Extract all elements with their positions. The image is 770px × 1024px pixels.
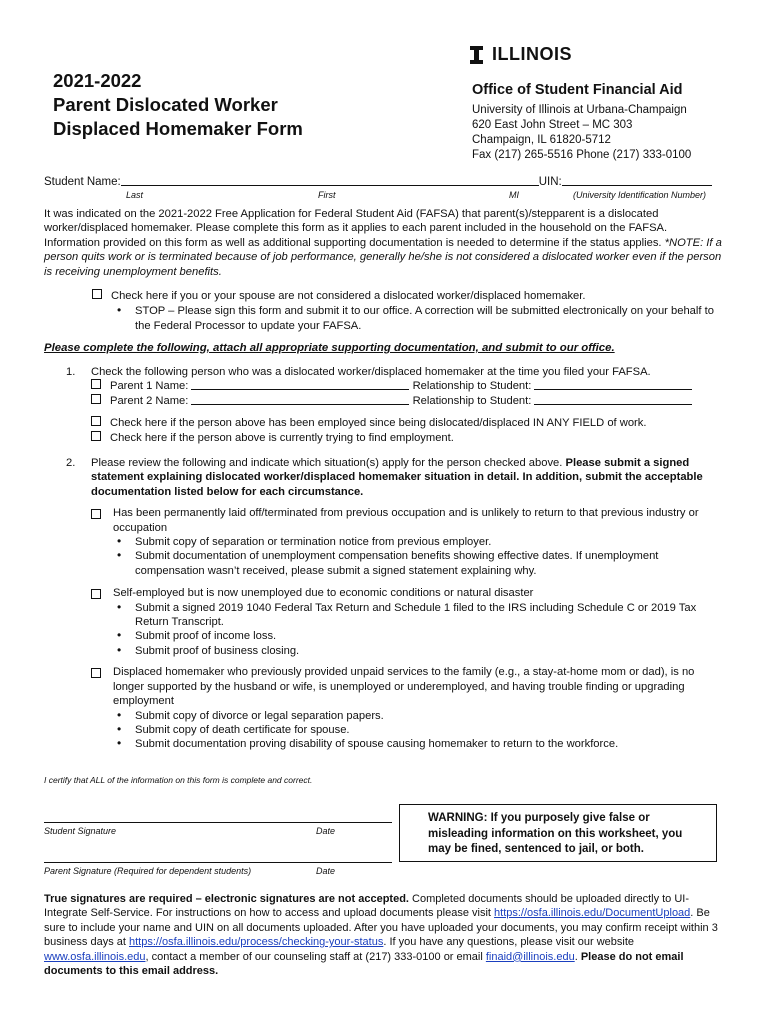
relationship-1-field[interactable] xyxy=(534,379,692,390)
email-link[interactable]: finaid@illinois.edu xyxy=(485,950,575,963)
intro-note: *NOTE: If a person quits work or is terminated because of job performance, generally he/she is not considered a dislocated worker even if the person is receiving unemployment benefits. xyxy=(44,236,722,278)
section-1 xyxy=(66,365,726,445)
office-contact: Fax (217) 265-5516 Phone (217) 333-0100 xyxy=(472,149,692,161)
relationship-1-label: Relationship to Student: xyxy=(412,380,532,393)
not-dislocated-checkbox[interactable] xyxy=(92,289,102,299)
section-1-number: 1. xyxy=(66,366,76,378)
office-name: Office of Student Financial Aid xyxy=(472,82,683,98)
section-2-bold-text: Please submit a signed statement explaining dislocated worker/displaced homemaker situation in detail. In addition, submit the acceptable documentation listed below for each circumstance. xyxy=(91,457,703,498)
stop-bullet: • STOP – Please sign this form and submit it to our office. A correction will be submitted electronically on your behalf to the Federal Processor to update your FAFSA. xyxy=(113,304,724,333)
documentation-item: • Submit proof of business closing. xyxy=(113,644,726,658)
office-address xyxy=(472,82,691,163)
not-dislocated-label: Check here if you or your spouse are not considered a dislocated worker/displaced homemaker. xyxy=(111,290,586,302)
footer-text xyxy=(44,892,724,978)
footer-text-5: . xyxy=(574,950,581,963)
documentation-item: • Submit a signed 2019 1040 Federal Tax Return and Schedule 1 filed to the IRS including Schedule C or 2019 Tax Return Transcript. xyxy=(113,601,726,630)
logo-text: ILLINOIS xyxy=(492,44,572,64)
uin-label: UIN: xyxy=(538,176,562,188)
intro-paragraph xyxy=(44,207,724,279)
documentation-item: • Submit documentation of unemployment compensation benefits showing effective dates. If unemployment compensation wasn’t received, please submit a signed statement explaining why. xyxy=(113,549,726,578)
instructions-heading: Please complete the following, attach all appropriate supporting documentation, and submit to our office. xyxy=(44,342,615,354)
title-line-3: Displaced Homemaker Form xyxy=(53,118,303,139)
situation-checkbox[interactable] xyxy=(91,589,101,599)
documentation-item: • Submit copy of death certificate for spouse. xyxy=(113,723,726,737)
situation-label: Has been permanently laid off/terminated from previous occupation and is unlikely to return to that previous industry or occupation xyxy=(113,507,699,534)
section-2-number: 2. xyxy=(66,457,76,469)
university-logo xyxy=(470,44,572,65)
form-title xyxy=(53,69,303,141)
trying-label: Check here if the person above is currently trying to find employment. xyxy=(110,431,454,444)
situation-block xyxy=(91,586,726,658)
student-signature-line[interactable] xyxy=(44,822,392,823)
documentation-item: • Submit documentation proving disability of spouse causing homemaker to return to the workforce. xyxy=(113,737,726,751)
situation-checkbox[interactable] xyxy=(91,668,101,678)
section-2-text: Please review the following and indicate which situation(s) apply for the person checked above. xyxy=(91,457,566,469)
relationship-2-label: Relationship to Student: xyxy=(412,394,532,407)
not-dislocated-block xyxy=(92,289,724,333)
parent-1-row xyxy=(66,379,726,393)
situation-block xyxy=(91,665,726,751)
student-signature-caption: Student Signature xyxy=(44,826,117,836)
uin-caption: (University Identification Number) xyxy=(573,190,707,200)
certify-statement: I certify that ALL of the information on this form is complete and correct. xyxy=(44,775,313,785)
intro-text: It was indicated on the 2021-2022 Free Application for Federal Student Aid (FAFSA) that parent(s)/stepparent is a dislocated worker/displaced homemaker. Please complete this form as it applies to each parent included in the household on the FAFSA. Information provided on this form as well as additional supporting documentation is needed to determine if the status applies. xyxy=(44,208,668,249)
parent-1-name-field[interactable] xyxy=(191,379,409,390)
parent-2-name-field[interactable] xyxy=(191,394,409,405)
parent-1-label: Parent 1 Name: xyxy=(110,380,189,393)
footer-bold-2: Please do not email documents to this email address. xyxy=(44,950,684,978)
checking-status-link[interactable]: https://osfa.illinois.edu/process/checking-your-status xyxy=(129,936,384,949)
first-caption: First xyxy=(318,190,336,200)
warning-box: WARNING: If you purposely give false or misleading information on this worksheet, you may be fined, sentenced to jail, or both. xyxy=(399,804,717,862)
section-1-text: Check the following person who was a dislocated worker/displaced homemaker at the time you filed your FAFSA. xyxy=(91,366,651,378)
office-line: 620 East John Street – MC 303 xyxy=(472,119,633,131)
title-line-2: Parent Dislocated Worker xyxy=(53,94,278,115)
situations-list xyxy=(66,506,726,752)
document-upload-link[interactable]: https://osfa.illinois.edu/DocumentUpload xyxy=(494,907,691,920)
employed-checkbox[interactable] xyxy=(91,416,101,426)
block-i-icon xyxy=(470,46,483,64)
trying-checkbox[interactable] xyxy=(91,431,101,441)
parent-signature-line[interactable] xyxy=(44,862,392,863)
documentation-item: • Submit copy of separation or termination notice from previous employer. xyxy=(113,535,726,549)
last-caption: Last xyxy=(126,190,144,200)
section-2 xyxy=(66,456,726,759)
student-name-label: Student Name: xyxy=(44,176,121,188)
uin-field[interactable] xyxy=(562,175,712,186)
employed-label: Check here if the person above has been employed since being dislocated/displaced IN ANY FIELD of work. xyxy=(110,417,647,430)
parent-2-label: Parent 2 Name: xyxy=(110,394,189,407)
documentation-item: • Submit proof of income loss. xyxy=(113,629,726,643)
situation-block xyxy=(91,506,726,578)
office-line: Champaign, IL 61820-5712 xyxy=(472,134,611,146)
relationship-2-field[interactable] xyxy=(534,394,692,405)
website-link[interactable]: www.osfa.illinois.edu xyxy=(44,950,146,963)
footer-text-4: , contact a member of our counseling staff at (217) 333-0100 or email xyxy=(145,950,486,963)
parent-signature-caption: Parent Signature (Required for dependent students) xyxy=(44,866,252,876)
footer-text-3: . If you have any questions, please visit our website xyxy=(383,936,635,949)
office-line: University of Illinois at Urbana-Champaign xyxy=(472,104,687,116)
mi-caption: MI xyxy=(509,190,519,200)
footer-text-2: . Be sure to include your name and UIN on all documents uploaded. After you have uploaded your documents, you may confirm receipt within 3 business days at xyxy=(44,907,718,949)
title-year: 2021-2022 xyxy=(53,70,142,91)
parent-1-checkbox[interactable] xyxy=(91,379,101,389)
footer-bold-1: True signatures are required – electronic signatures are not accepted. xyxy=(44,893,409,905)
parent-2-row xyxy=(66,394,726,408)
situation-label: Displaced homemaker who previously provided unpaid services to the family (e.g., a stay-at-home mom or dad), is no longer supported by the husband or wife, is unemployed or underemployed, and having trouble finding or upgrading employment xyxy=(113,666,695,708)
parent-date-caption: Date xyxy=(316,866,336,876)
student-name-field[interactable] xyxy=(121,175,539,186)
situation-label: Self-employed but is now unemployed due to economic conditions or natural disaster xyxy=(113,587,534,600)
student-date-caption: Date xyxy=(316,826,336,836)
documentation-item: • Submit copy of divorce or legal separation papers. xyxy=(113,709,726,723)
situation-checkbox[interactable] xyxy=(91,509,101,519)
student-info-row xyxy=(44,175,724,188)
footer-text-1: Completed documents should be uploaded directly to UI-Integrate Self-Service. For instructions on how to access and upload documents please visit xyxy=(44,893,690,920)
parent-2-checkbox[interactable] xyxy=(91,394,101,404)
